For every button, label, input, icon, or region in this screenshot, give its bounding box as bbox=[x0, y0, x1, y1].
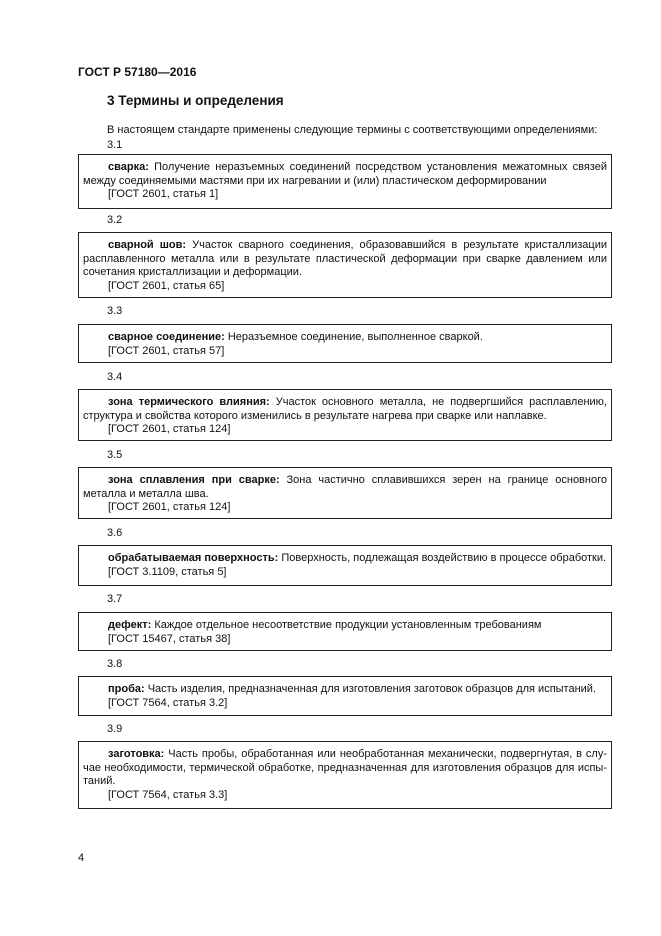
term-source: [ГОСТ 2601, статья 57] bbox=[108, 344, 225, 357]
term-number-3-6: 3.6 bbox=[107, 527, 123, 539]
term-entry-3-2 bbox=[78, 232, 612, 298]
term-source: [ГОСТ 2601, статья 1] bbox=[108, 188, 219, 200]
term-number-3-9: 3.9 bbox=[107, 723, 123, 735]
term-source: [ГОСТ 2601, статья 124] bbox=[108, 501, 231, 513]
term-definition: Поверхность, подлежащая воздействию в процессе обработки. bbox=[278, 552, 607, 564]
term-definition: Часть пробы, обработанная или необработанная механически, подвергнутая, в случае необходимости, термической обработке, предназначенная для изготовления образцов для испытаний. bbox=[83, 748, 607, 787]
term-entry-3-8 bbox=[78, 676, 612, 716]
term-number-3-8: 3.8 bbox=[107, 658, 123, 670]
term-name: обрабатываемая поверхность: bbox=[108, 552, 279, 564]
term-source: [ГОСТ 7564, статья 3.3] bbox=[108, 788, 228, 801]
term-source: [ГОСТ 7564, статья 3.2] bbox=[108, 696, 228, 709]
term-name: зона термического влияния: bbox=[108, 396, 270, 408]
term-entry-3-9 bbox=[78, 741, 612, 809]
term-entry-3-4 bbox=[78, 389, 612, 441]
term-name: сварное соединение: bbox=[108, 331, 225, 343]
page-number: 4 bbox=[78, 852, 85, 864]
term-number-3-2: 3.2 bbox=[107, 214, 123, 226]
term-name: сварной шов: bbox=[108, 239, 187, 251]
term-definition: Зона частично сплавившихся зерен на границе основного металла и металла шва. bbox=[83, 474, 607, 500]
section-title: 3 Термины и определения bbox=[107, 93, 284, 108]
term-definition: Неразъемное соединение, выполненное сваркой. bbox=[224, 331, 483, 343]
section-intro: В настоящем стандарте применены следующие термины с соответствующими определениями: bbox=[107, 124, 598, 136]
term-definition: Часть изделия, предназначенная для изготовления заготовок образцов для испытаний. bbox=[144, 683, 597, 695]
term-number-3-5: 3.5 bbox=[107, 449, 123, 461]
term-source: [ГОСТ 2601, статья 65] bbox=[108, 279, 225, 292]
doc-code: ГОСТ Р 57180—2016 bbox=[78, 65, 197, 79]
term-entry-3-3 bbox=[78, 324, 612, 363]
term-number-3-4: 3.4 bbox=[107, 371, 123, 383]
term-source: [ГОСТ 15467, статья 38] bbox=[108, 632, 231, 645]
term-definition: Каждое отдельное несоответствие продукции установленным требованиям bbox=[151, 619, 542, 631]
term-definition: Участок основного металла, не подвергшийся расплавлению, структура и свойства которого изменились в результате нагрева при сварке или наплавке. bbox=[83, 396, 607, 422]
term-number-3-7: 3.7 bbox=[107, 593, 123, 605]
term-number-3-1: 3.1 bbox=[107, 139, 123, 151]
term-source: [ГОСТ 2601, статья 124] bbox=[108, 423, 231, 435]
term-number-3-3: 3.3 bbox=[107, 305, 123, 317]
term-definition: Участок сварного соединения, образовавшийся в результате кристаллизации расплавленного металла или в результате пластической деформации при сварке давлением или сочетания кристаллизации и деформации. bbox=[83, 239, 607, 278]
term-entry-3-1 bbox=[78, 154, 612, 209]
term-name: заготовка: bbox=[108, 748, 165, 760]
term-entry-3-5 bbox=[78, 467, 612, 519]
term-definition: Получение неразъемных соединений посредством установления межатомных связей между соединяемыми мастями при их нагревании и (или) пластическом деформировании bbox=[83, 161, 607, 187]
term-entry-3-6 bbox=[78, 545, 612, 586]
term-entry-3-7 bbox=[78, 612, 612, 651]
term-name: сварка: bbox=[108, 161, 149, 173]
term-name: зона сплавления при сварке: bbox=[108, 474, 280, 486]
term-source: [ГОСТ 3.1109, статья 5] bbox=[108, 565, 227, 578]
term-name: проба: bbox=[108, 683, 145, 695]
term-name: дефект: bbox=[108, 619, 152, 631]
